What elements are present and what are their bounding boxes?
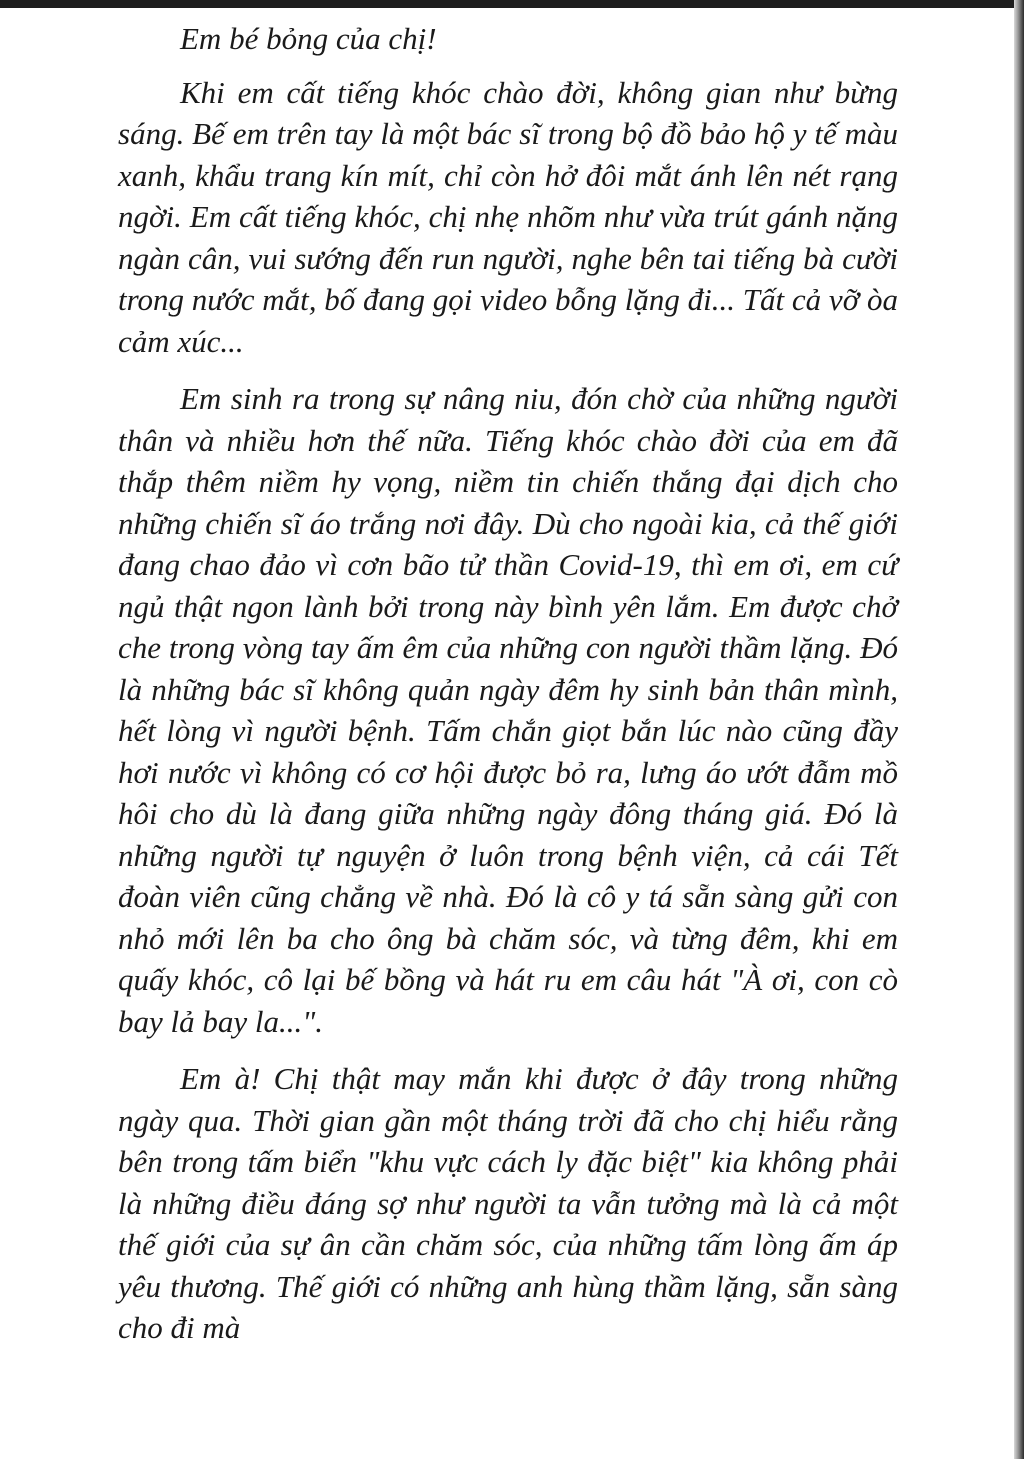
scrollbar-edge[interactable] [1014,0,1024,1459]
paragraph-birth: Khi em cất tiếng khóc chào đời, không gian như bừng sáng. Bế em trên tay là một bác sĩ trong bộ đồ bảo hộ y tế màu xanh, khẩu trang kín mít, chỉ còn hở đôi mắt ánh lên nét rạng ngời. Em cất tiếng khóc, chị nhẹ nhõm như vừa trút gánh nặng ngàn cân, vui sướng đến run người, nghe bên tai tiếng bà cười trong nước mắt, bố đang gọi video bỗng lặng đi... Tất cả vỡ òa cảm xúc... [118,74,898,359]
paragraph-doctors: Em sinh ra trong sự nâng niu, đón chờ của những người thân và nhiều hơn thế nữa. Tiếng khóc chào đời của em đã thắp thêm niềm hy vọng, niềm tin chiến thắng đại dịch cho những chiến sĩ áo trắng nơi đây. Dù cho ngoài kia, cả thế giới đang chao đảo vì cơn bão tử thần Covid-19, thì em ơi, em cứ ngủ thật ngon lành bởi trong này bình yên lắm. Em được chở che trong vòng tay ấm êm của những con người thầm lặng. Đó là những bác sĩ không quản ngày đêm hy sinh bản thân mình, hết lòng vì người bệnh. Tấm chắn giọt bắn lúc nào cũng đầy hơi nước vì không có cơ hội được bỏ ra, lưng áo ướt đẫm mồ hôi cho dù là đang giữa những ngày đông tháng giá. Đó là những người tự nguyện ở luôn trong bệnh viện, cả cái Tết đoàn viên cũng chẳng về nhà. Đó là cô y tá sẵn sàng gửi con nhỏ mới lên ba cho ông bà chăm sóc, và từng đêm, khi em quấy khóc, cô lại bế bồng và hát ru em câu hát "À ơi, con cò bay lả bay la...". [118,381,898,1039]
document-body [118,18,898,1365]
document-page[interactable] [0,8,1014,1459]
top-window-bar [0,0,1024,8]
greeting-line: Em bé bỏng của chị! [180,21,437,56]
paragraph-gratitude: Em à! Chị thật may mắn khi được ở đây trong những ngày qua. Thời gian gần một tháng trời đã cho chị hiểu rằng bên trong tấm biển "khu vực cách ly đặc biệt" kia không phải là những điều đáng sợ như người ta vẫn tưởng mà là cả một thế giới của sự ân cần chăm sóc, của những tấm lòng ấm áp yêu thương. Thế giới có những anh hùng thầm lặng, sẵn sàng cho đi mà [118,1061,898,1345]
